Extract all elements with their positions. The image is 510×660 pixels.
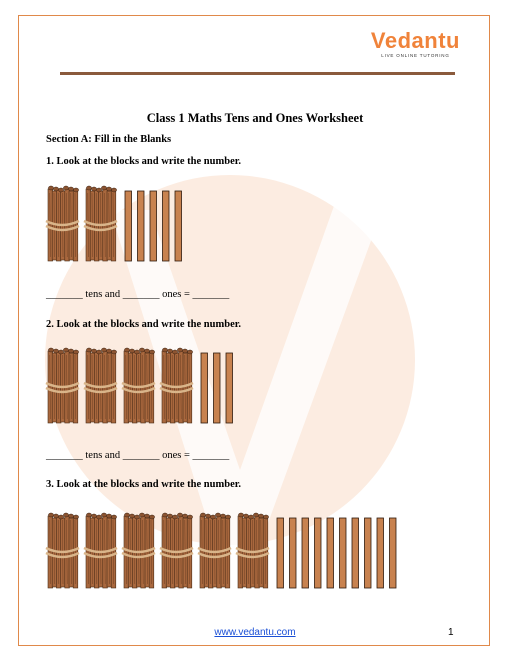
question-1-answer-line: _______ tens and _______ ones = _______ xyxy=(46,289,230,300)
q3-single-stick xyxy=(390,518,397,588)
q1-single-stick xyxy=(150,191,157,261)
question-3-blocks xyxy=(44,510,464,590)
q3-ten-bundle xyxy=(236,513,269,588)
q3-single-stick xyxy=(377,518,384,588)
logo-tagline: LIVE ONLINE TUTORING xyxy=(381,53,450,58)
q3-ten-bundle xyxy=(160,513,193,588)
q1-single-stick xyxy=(138,191,145,261)
q2-single-stick xyxy=(201,353,208,423)
q3-ten-bundle xyxy=(46,513,79,588)
q1-single-stick xyxy=(163,191,170,261)
q3-single-stick xyxy=(365,518,372,588)
worksheet-title: Class 1 Maths Tens and Ones Worksheet xyxy=(146,111,364,125)
question-3-prompt: 3. Look at the blocks and write the number. xyxy=(46,479,242,490)
question-2-blocks xyxy=(44,345,464,425)
question-1-blocks xyxy=(44,183,464,263)
q3-ten-bundle xyxy=(122,513,155,588)
q1-ten-bundle xyxy=(84,186,117,261)
q3-ten-bundle xyxy=(84,513,117,588)
q3-single-stick xyxy=(327,518,334,588)
q3-single-stick xyxy=(352,518,359,588)
q1-ten-bundle xyxy=(46,186,79,261)
q2-ten-bundle xyxy=(46,348,79,423)
q3-single-stick xyxy=(340,518,347,588)
footer-website-link[interactable]: www.vedantu.com xyxy=(214,627,296,638)
q1-single-stick xyxy=(125,191,132,261)
q3-single-stick xyxy=(302,518,309,588)
section-heading: Section A: Fill in the Blanks xyxy=(46,134,172,145)
question-2-answer-line: _______ tens and _______ ones = _______ xyxy=(46,450,230,461)
question-2-prompt: 2. Look at the blocks and write the number. xyxy=(46,319,242,330)
q3-ten-bundle xyxy=(198,513,231,588)
q2-ten-bundle xyxy=(160,348,193,423)
logo-wordmark: Vedantu xyxy=(370,28,460,53)
q3-single-stick xyxy=(277,518,284,588)
q2-single-stick xyxy=(226,353,233,423)
question-1-prompt: 1. Look at the blocks and write the number. xyxy=(46,156,242,167)
header-rule xyxy=(60,72,455,75)
page-number: 1 xyxy=(448,627,454,638)
q2-single-stick xyxy=(214,353,221,423)
q1-single-stick xyxy=(175,191,182,261)
q2-ten-bundle xyxy=(84,348,117,423)
vedantu-logo xyxy=(371,28,460,58)
q2-ten-bundle xyxy=(122,348,155,423)
q3-single-stick xyxy=(315,518,322,588)
q3-single-stick xyxy=(290,518,297,588)
